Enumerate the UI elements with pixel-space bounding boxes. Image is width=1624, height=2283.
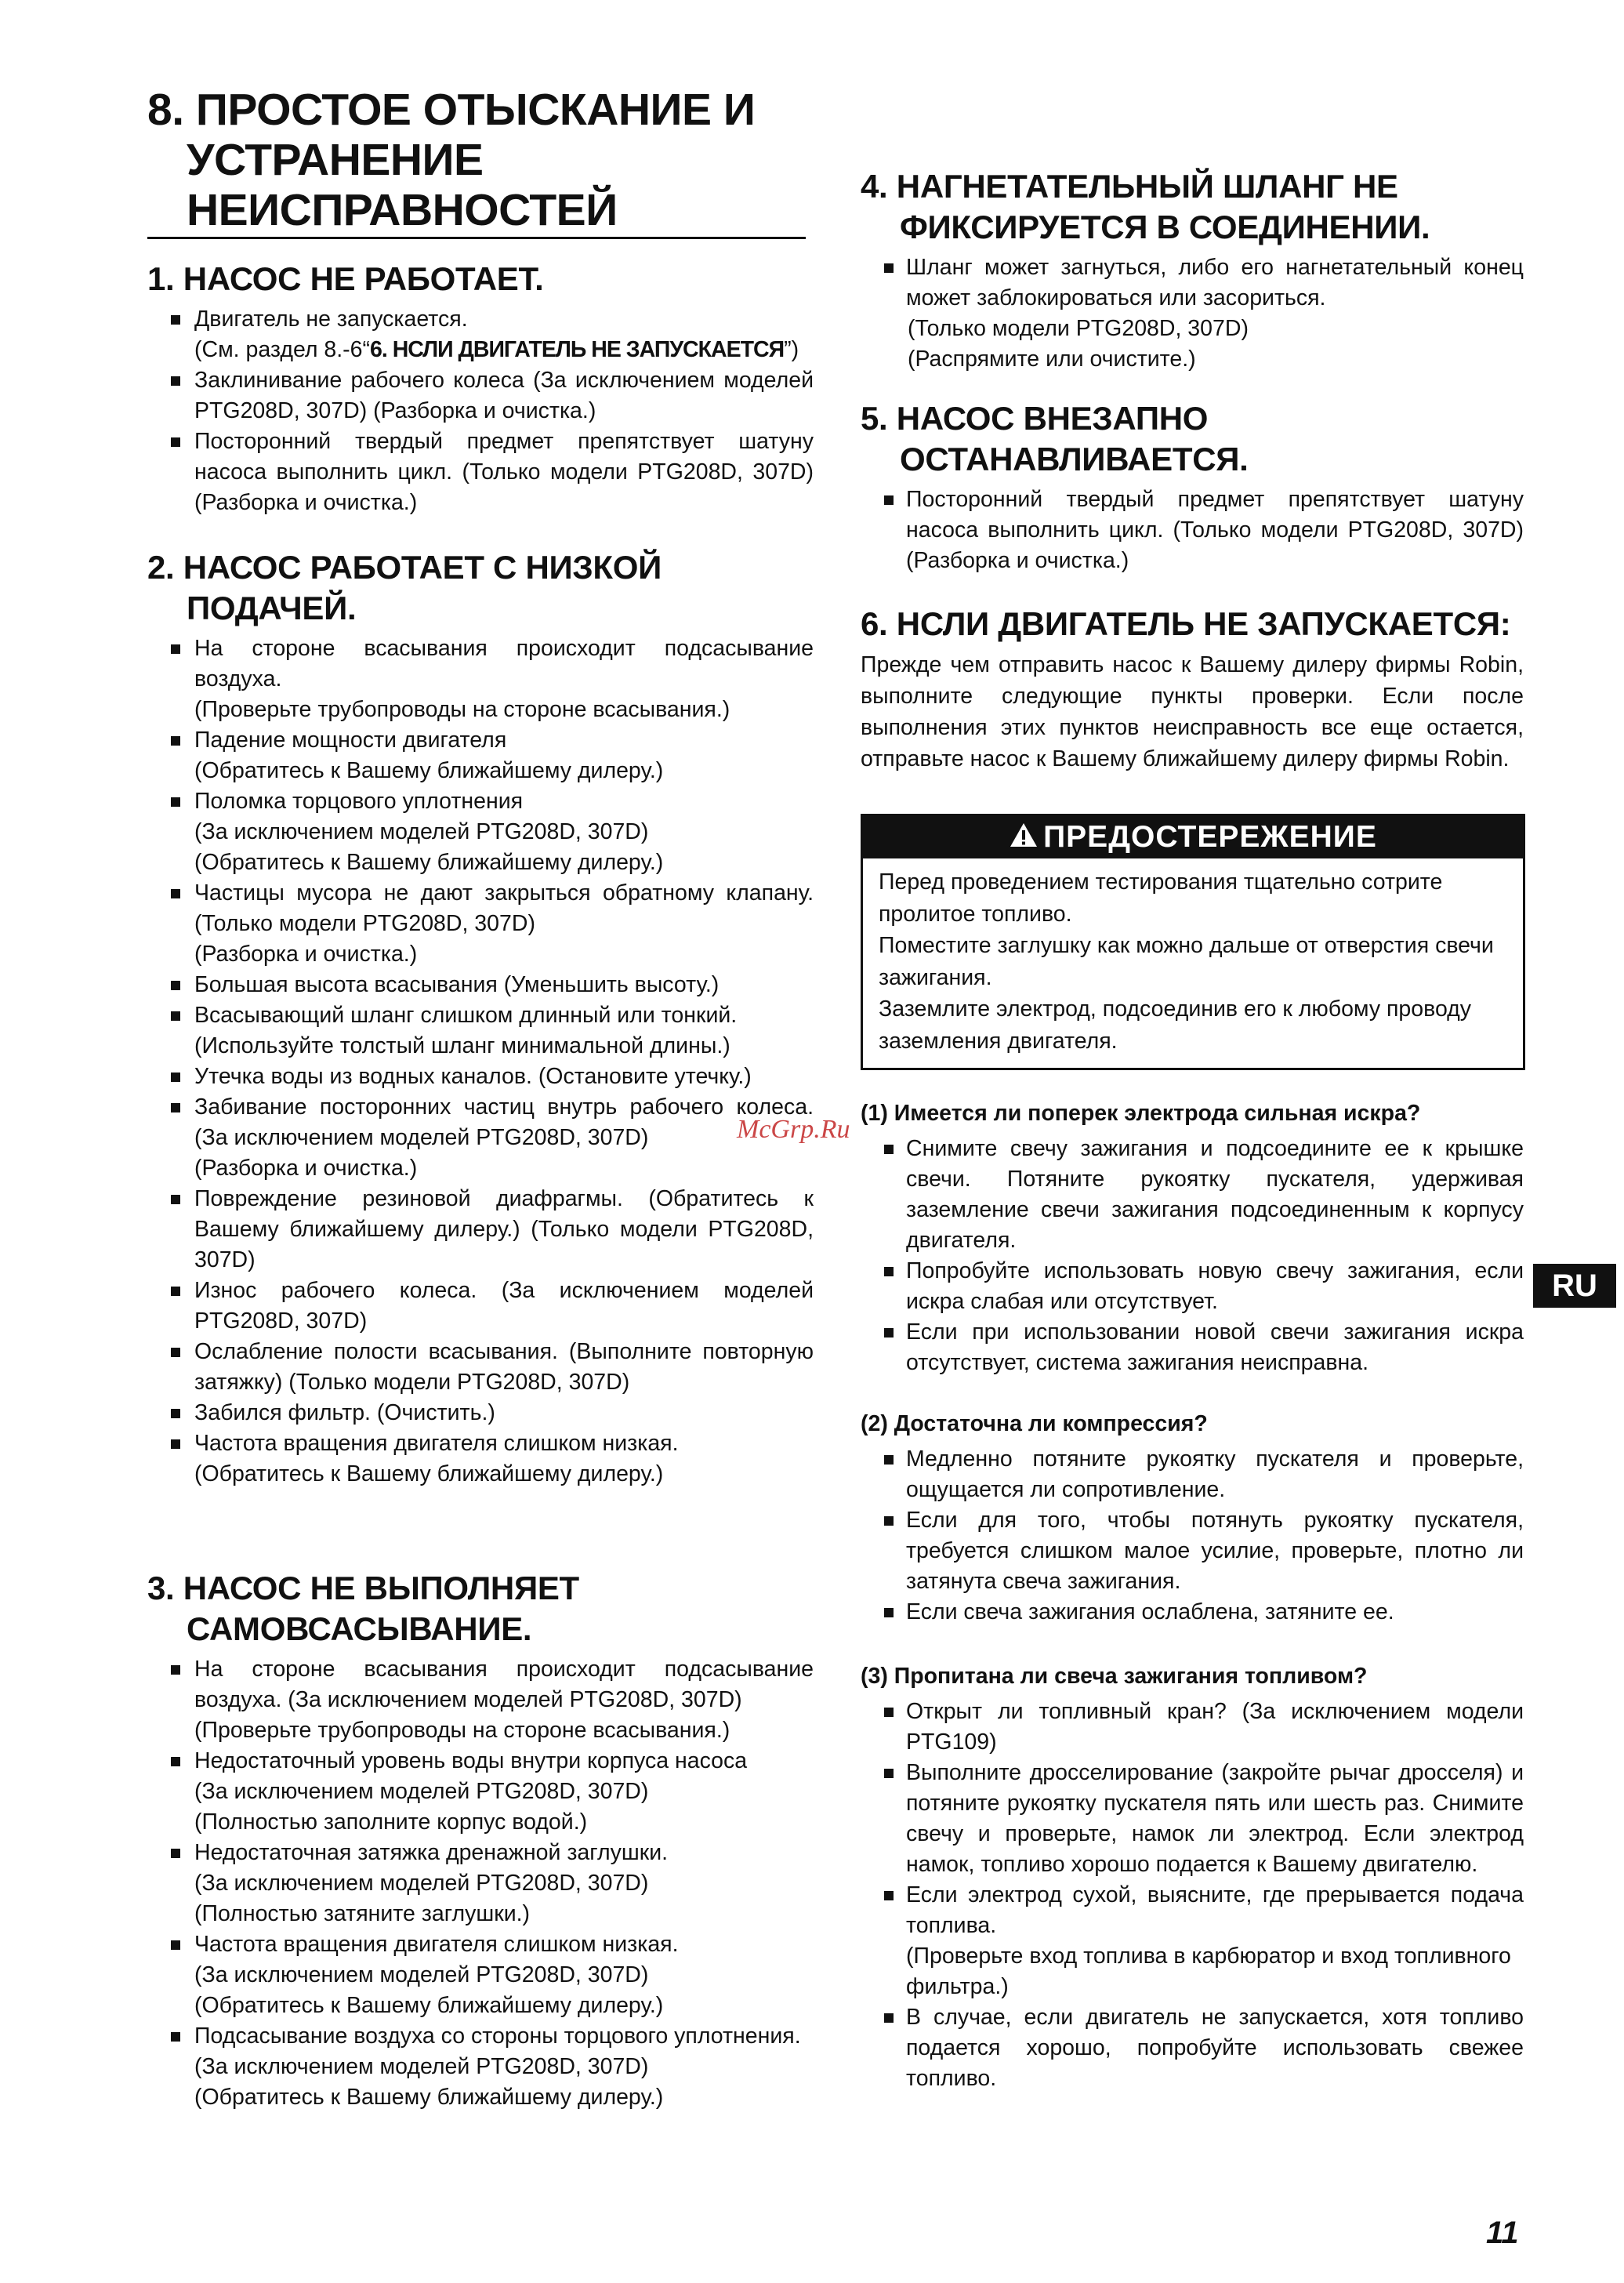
watermark: McGrp.Ru: [737, 1115, 850, 1144]
list-item: Всасывающий шланг слишком длинный или тонкий.: [147, 1000, 814, 1031]
warning-line: Поместите заглушку как можно дальше от отверстия свечи зажигания.: [879, 933, 1494, 990]
list-item: Двигатель не запускается.: [147, 304, 814, 335]
list-item-note: (Полностью заполните корпус водой.): [194, 1809, 588, 1835]
list-item-note: (Обратитесь к Вашему ближайшему дилеру.): [194, 1993, 664, 2018]
list-item: Износ рабочего колеса. (За исключением моделей PTG208D, 307D): [147, 1276, 814, 1337]
list-item: Недостаточная затяжка дренажной заглушки.: [147, 1838, 814, 1868]
list-item-note: (Полностью затяните заглушки.): [194, 1901, 531, 1926]
check-1: [861, 1098, 1524, 1378]
list-item: Повреждение резиновой диафрагмы. (Обратитесь к Вашему ближайшему дилеру.) (Только модели PTG208D, 307D): [147, 1184, 814, 1276]
list-item: Попробуйте использовать новую свечу зажигания, если искра слабая или отсутствует.: [861, 1256, 1524, 1317]
list-item-note: (Проверьте вход топлива в карбюратор и вход топливного фильтра.): [906, 1944, 1511, 1999]
section-2: [147, 547, 814, 1490]
list-item-note: (Проверьте трубопроводы на стороне всасывания.): [194, 1718, 730, 1743]
list-item: В случае, если двигатель не запускается, хотя топливо подается хорошо, попробуйте использовать свежее топливо.: [861, 2002, 1524, 2094]
check-2: [861, 1408, 1524, 1628]
language-tab: RU: [1533, 1264, 1616, 1308]
section-3-heading: 3. НАСОС НЕ ВЫПОЛНЯЕТ САМОВСАСЫВАНИЕ.: [147, 1570, 579, 1647]
section-6: [861, 604, 1524, 775]
list-item-note: (См. раздел 8.-6“6. НСЛИ ДВИГАТЕЛЬ НЕ ЗАПУСКАЕТСЯ”): [194, 337, 799, 362]
section-4: [861, 166, 1524, 375]
list-item-note: (Обратитесь к Вашему ближайшему дилеру.): [194, 1461, 664, 1486]
list-item: Если свеча зажигания ослаблена, затяните ее.: [861, 1597, 1524, 1628]
title-underline: [147, 237, 806, 239]
page-title: 8. ПРОСТОЕ ОТЫСКАНИЕ И УСТРАНЕНИЕ НЕИСПРАВНОСТЕЙ: [147, 85, 756, 235]
list-item: Падение мощности двигателя: [147, 725, 814, 756]
section-3: [147, 1568, 814, 2113]
list-item: Поломка торцового уплотнения: [147, 786, 814, 817]
list-item: На стороне всасывания происходит подсасывание воздуха.: [147, 633, 814, 695]
check-1-heading: (1) Имеется ли поперек электрода сильная искра?: [861, 1101, 1421, 1126]
list-item-note: (Используйте толстый шланг минимальной длины.): [194, 1033, 730, 1058]
warning-body: [863, 858, 1523, 1068]
warning-title: ПРЕДОСТЕРЕЖЕНИЕ: [1043, 820, 1377, 854]
list-item-note: (За исключением моделей PTG208D, 307D): [194, 819, 649, 844]
list-item: Посторонний твердый предмет препятствует шатуну насоса выполнить цикл. (Только модели PTG208D, 307D) (Разборка и очистка.): [861, 485, 1524, 576]
list-item-note: (Проверьте трубопроводы на стороне всасывания.): [194, 697, 730, 722]
list-item: Подсасывание воздуха со стороны торцового уплотнения.: [147, 2021, 814, 2052]
list-item: Выполните дросселирование (закройте рычаг дросселя) и потяните рукоятку пускателя пять или шесть раз. Снимите свечу и проверьте, намок ли электрод. Если электрод намок, топливо хорошо подается к Вашему двигателю.: [861, 1758, 1524, 1880]
list-item-note: (За исключением моделей PTG208D, 307D): [194, 2054, 649, 2079]
list-item-note: (Обратитесь к Вашему ближайшему дилеру.): [194, 758, 664, 783]
list-item: Посторонний твердый предмет препятствует шатуну насоса выполнить цикл. (Только модели PTG208D, 307D) (Разборка и очистка.): [147, 426, 814, 518]
list-item-note: (Разборка и очистка.): [194, 1156, 418, 1181]
list-item: Большая высота всасывания (Уменьшить высоту.): [147, 970, 814, 1000]
list-item-note: (Обратитесь к Вашему ближайшему дилеру.): [194, 2085, 664, 2110]
list-item: Недостаточный уровень воды внутри корпуса насоса: [147, 1746, 814, 1777]
check-3: [861, 1661, 1524, 2094]
list-item-note: (Распрямите или очистите.): [908, 347, 1196, 372]
list-item: Шланг может загнуться, либо его нагнетательный конец может заблокироваться или засориться.: [861, 252, 1524, 314]
section-1: [147, 259, 814, 518]
section-4-heading: 4. НАГНЕТАТЕЛЬНЫЙ ШЛАНГ НЕ ФИКСИРУЕТСЯ В СОЕДИНЕНИИ.: [861, 168, 1430, 245]
list-item: Заклинивание рабочего колеса (За исключением моделей PTG208D, 307D) (Разборка и очистка.): [147, 365, 814, 426]
list-item: На стороне всасывания происходит подсасывание воздуха. (За исключением моделей PTG208D, 307D): [147, 1654, 814, 1715]
list-item: Если при использовании новой свечи зажигания искра отсутствует, система зажигания неисправна.: [861, 1317, 1524, 1378]
section-5-heading: 5. НАСОС ВНЕЗАПНО ОСТАНАВЛИВАЕТСЯ.: [861, 400, 1249, 477]
list-item-note: (Только модели PTG208D, 307D): [908, 316, 1249, 341]
page-number: 11: [1486, 2216, 1519, 2250]
list-item: Если электрод сухой, выясните, где прерывается подача топлива.: [861, 1880, 1524, 1941]
warning-line: Перед проведением тестирования тщательно сотрите пролитое топливо.: [879, 869, 1443, 927]
list-item: Забился фильтр. (Очистить.): [147, 1398, 814, 1428]
list-item-note: (За исключением моделей PTG208D, 307D): [194, 1779, 649, 1804]
list-item-note: (За исключением моделей PTG208D, 307D): [194, 1962, 649, 1987]
list-item: Снимите свечу зажигания и подсоедините ее к крышке свечи. Потяните рукоятку пускателя, удерживая заземление свечи зажигания подсоединенным к корпусу двигателя.: [861, 1134, 1524, 1256]
list-item: Частота вращения двигателя слишком низкая.: [147, 1428, 814, 1459]
list-item: Утечка воды из водных каналов. (Остановите утечку.): [147, 1062, 814, 1092]
list-item: Частота вращения двигателя слишком низкая.: [147, 1929, 814, 1960]
warning-header: [863, 816, 1523, 858]
list-item: Ослабление полости всасывания. (Выполните повторную затяжку) (Только модели PTG208D, 307D): [147, 1337, 814, 1398]
warning-triangle-icon: [1009, 818, 1039, 860]
section-6-heading: 6. НСЛИ ДВИГАТЕЛЬ НЕ ЗАПУСКАЕТСЯ:: [861, 605, 1511, 642]
list-item: Если для того, чтобы потянуть рукоятку пускателя, требуется слишком малое усилие, проверьте, плотно ли затянута свеча зажигания.: [861, 1505, 1524, 1597]
list-item: Забивание посторонних частиц внутрь рабочего колеса. (За исключением моделей PTG208D, 307D): [147, 1092, 814, 1153]
section-6-intro: Прежде чем отправить насос к Вашему дилеру фирмы Robin, выполните следующие пункты проверки. Если после выполнения этих пунктов неисправность все еще остается, отправьте насос к Вашему ближайшему дилеру фирмы Robin.: [861, 652, 1524, 771]
warning-box: [861, 814, 1525, 1070]
list-item: Медленно потяните рукоятку пускателя и проверьте, ощущается ли сопротивление.: [861, 1444, 1524, 1505]
warning-line: Заземлите электрод, подсоединив его к любому проводу заземления двигателя.: [879, 996, 1472, 1054]
list-item-note: (За исключением моделей PTG208D, 307D): [194, 1871, 649, 1896]
check-3-heading: (3) Пропитана ли свеча зажигания топливом?: [861, 1664, 1368, 1689]
section-1-heading: 1. НАСОС НЕ РАБОТАЕТ.: [147, 260, 544, 297]
section-5: [861, 398, 1524, 576]
check-2-heading: (2) Достаточна ли компрессия?: [861, 1411, 1208, 1436]
list-item: Частицы мусора не дают закрыться обратному клапану. (Только модели PTG208D, 307D): [147, 878, 814, 939]
list-item: Открыт ли топливный кран? (За исключением модели PTG109): [861, 1697, 1524, 1758]
section-2-heading: 2. НАСОС РАБОТАЕТ С НИЗКОЙ ПОДАЧЕЙ.: [147, 549, 662, 626]
list-item-note: (Разборка и очистка.): [194, 942, 418, 967]
list-item-note: (Обратитесь к Вашему ближайшему дилеру.): [194, 850, 664, 875]
